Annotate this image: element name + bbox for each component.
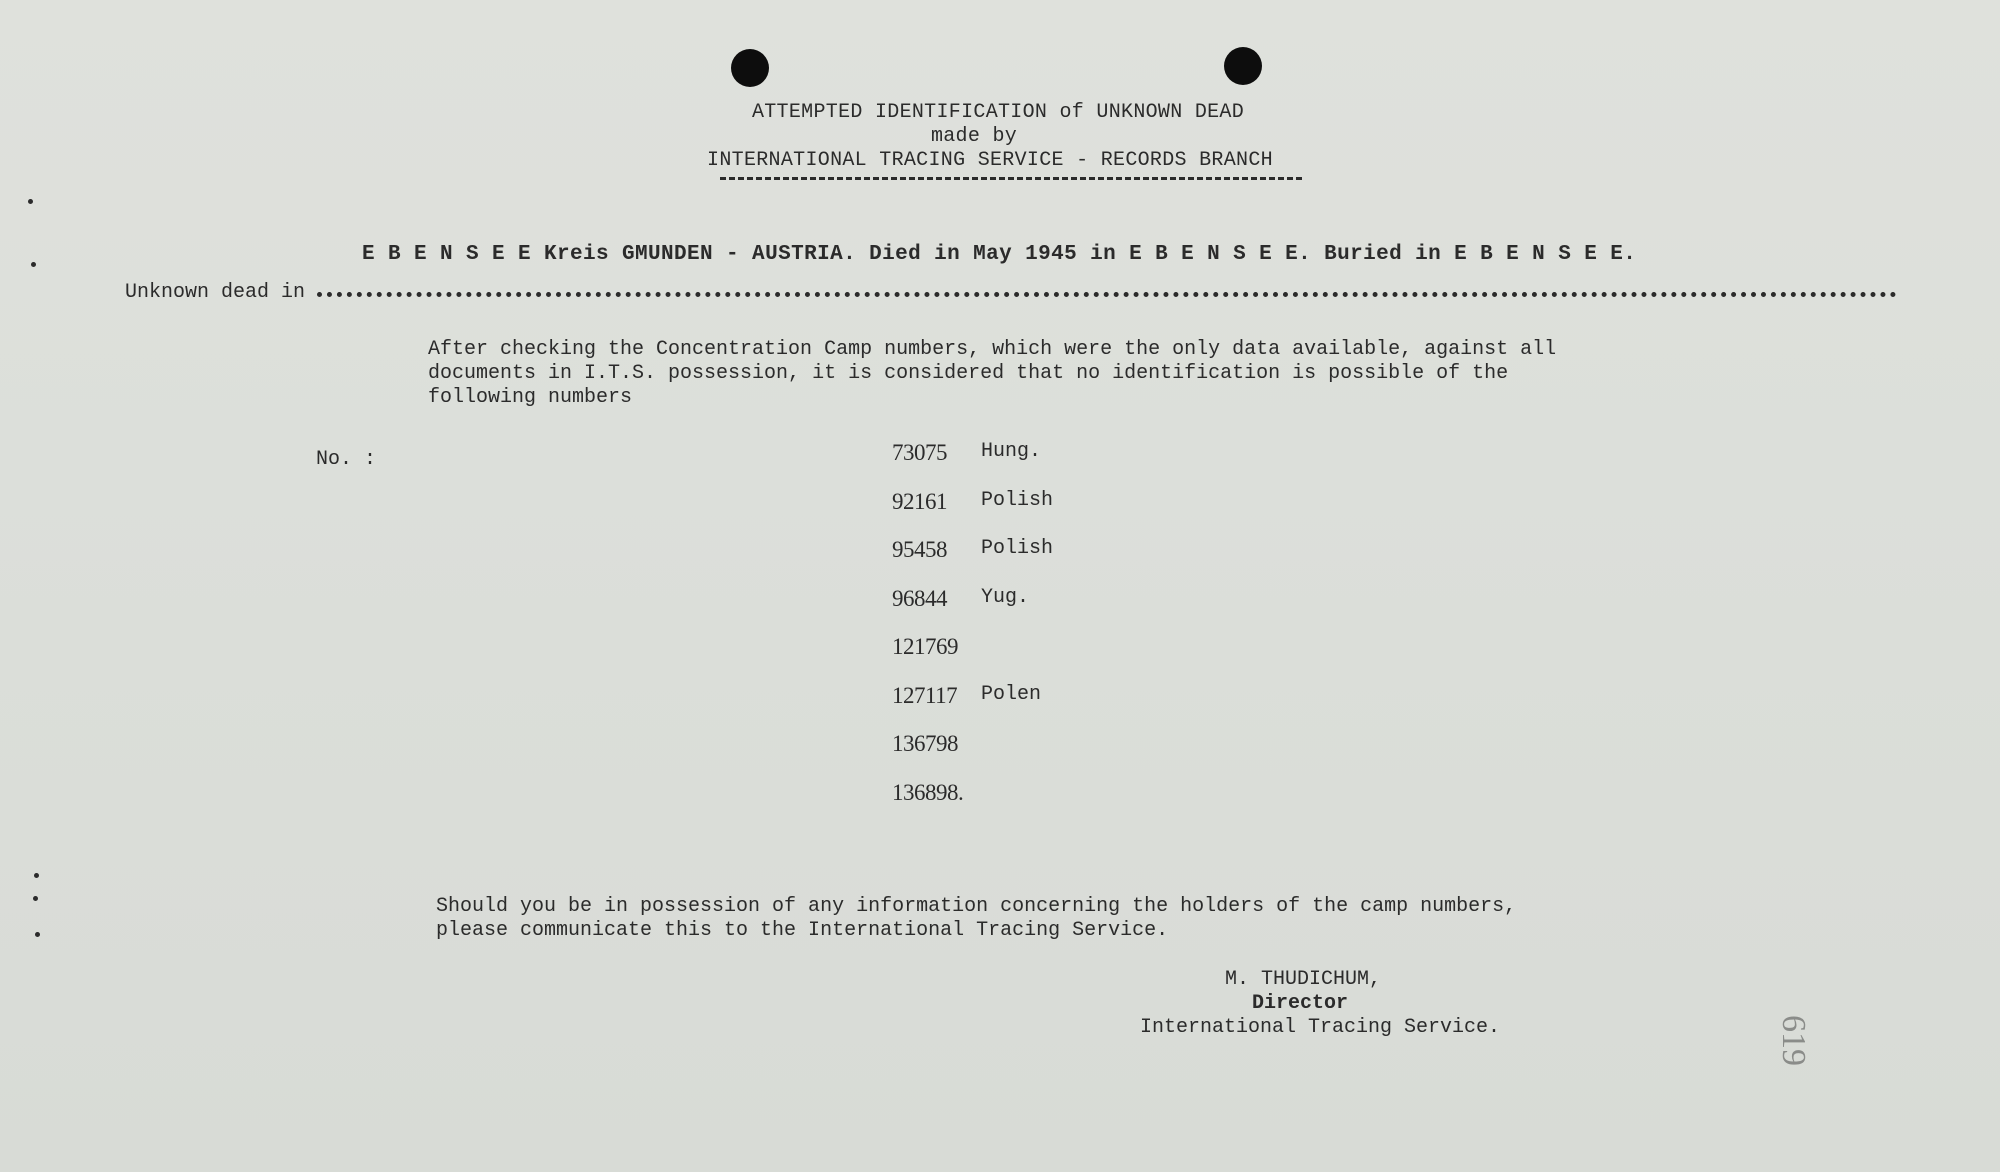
camp-number: 95458 xyxy=(892,537,947,562)
header-title: ATTEMPTED IDENTIFICATION of UNKNOWN DEAD xyxy=(751,101,1245,124)
punch-hole-right xyxy=(1224,47,1262,85)
signatory-name: M. THUDICHUM, xyxy=(1225,968,1382,991)
signatory-organization: International Tracing Service. xyxy=(1140,1016,1501,1039)
nationality: Polish xyxy=(981,488,1054,512)
nationality: Yug. xyxy=(981,585,1030,609)
nationality: Polen xyxy=(981,682,1042,706)
nationality: Polish xyxy=(981,537,1054,560)
camp-number: 136798 xyxy=(892,731,958,756)
paragraph-line: following numbers xyxy=(428,386,633,409)
list-item xyxy=(892,683,1053,732)
list-item xyxy=(892,586,1053,635)
edge-mark xyxy=(34,873,39,878)
closing-line: Should you be in possession of any information concerning the holders of the camp numbers, xyxy=(436,895,1517,918)
paragraph-line: documents in I.T.S. possession, it is considered that no identification is possible of the xyxy=(428,362,1509,385)
list-item xyxy=(892,440,1053,489)
edge-mark xyxy=(33,896,38,901)
margin-page-number: 619 xyxy=(1775,1015,1812,1066)
edge-mark xyxy=(28,199,33,204)
header-made-by: made by xyxy=(930,125,1018,148)
nationality: Hung. xyxy=(981,440,1042,463)
camp-number: 73075 xyxy=(892,440,947,465)
list-item xyxy=(892,634,1053,683)
unknown-dead-label: Unknown dead in xyxy=(125,281,306,304)
camp-number-list xyxy=(892,440,1053,828)
list-item xyxy=(892,537,1053,586)
number-label: No. : xyxy=(316,448,377,471)
list-item xyxy=(892,731,1053,780)
punch-hole-left xyxy=(731,49,769,87)
explanation-paragraph xyxy=(428,338,1658,410)
unknown-dead-row xyxy=(125,281,1897,304)
closing-paragraph xyxy=(436,895,1516,943)
edge-mark xyxy=(31,262,36,267)
camp-number: 96844 xyxy=(892,585,947,611)
paragraph-line: After checking the Concentration Camp numbers, which were the only data available, against all xyxy=(428,338,1557,361)
document-header xyxy=(0,101,2000,180)
signatory-title: Director xyxy=(1252,992,1349,1015)
header-rule xyxy=(720,177,1302,180)
signature-block xyxy=(1140,968,1500,1040)
camp-number: 136898. xyxy=(892,779,964,805)
place-of-death: E B E N S E E Kreis GMUNDEN - AUSTRIA. Died in May 1945 in E B E N S E E. Buried in E B E N S E E. xyxy=(362,243,1637,266)
camp-number: 127117 xyxy=(892,682,958,708)
header-organization: INTERNATIONAL TRACING SERVICE - RECORDS BRANCH xyxy=(707,149,1273,172)
camp-number: 121769 xyxy=(892,634,958,659)
list-item xyxy=(892,489,1053,538)
edge-mark xyxy=(35,932,40,937)
dotted-leader xyxy=(317,282,1897,297)
closing-line: please communicate this to the International Tracing Service. xyxy=(436,919,1169,942)
camp-number: 92161 xyxy=(892,488,947,514)
list-item xyxy=(892,780,1053,829)
